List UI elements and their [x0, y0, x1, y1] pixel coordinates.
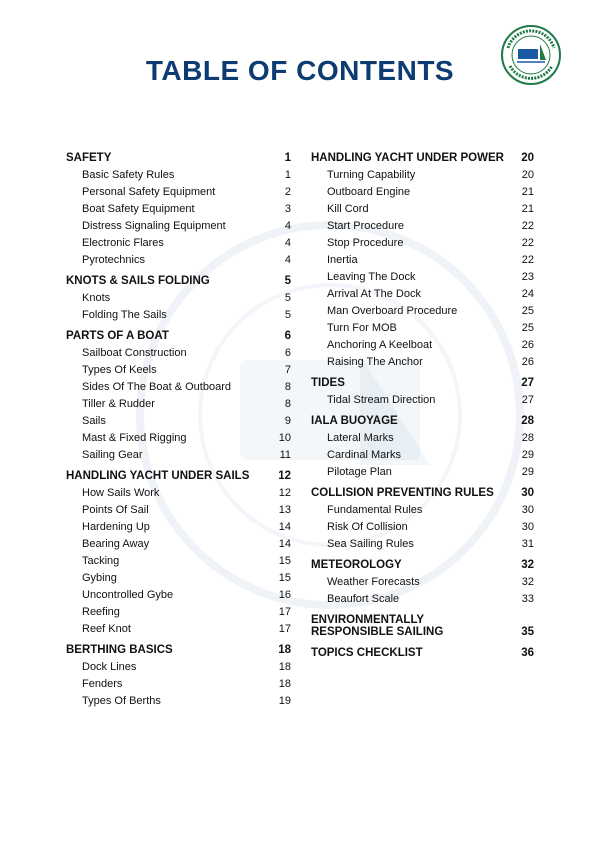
toc-page-number: 16: [278, 589, 291, 601]
toc-page-number: 6: [284, 347, 291, 359]
toc-page-number: 30: [521, 521, 534, 533]
toc-entry-stop-procedure[interactable]: [311, 235, 534, 252]
toc-entry-label: METEOROLOGY: [311, 559, 402, 571]
toc-entry-reef-knot[interactable]: [66, 621, 291, 638]
toc-page-number: 20: [521, 152, 534, 164]
toc-page-number: 26: [521, 339, 534, 351]
toc-page-number: 27: [521, 394, 534, 406]
toc-page-number: 4: [284, 254, 291, 266]
toc-entry-kill-cord[interactable]: [311, 201, 534, 218]
toc-entry-start-procedure[interactable]: [311, 218, 534, 235]
toc-entry-label: BERTHING BASICS: [66, 644, 173, 656]
toc-page-number: 29: [521, 466, 534, 478]
toc-entry-label: Inertia: [327, 254, 358, 266]
toc-page-number: 23: [521, 271, 534, 283]
toc-entry-label: Distress Signaling Equipment: [82, 220, 226, 232]
toc-entry-label: How Sails Work: [82, 487, 160, 499]
toc-page-number: 8: [284, 398, 291, 410]
toc-page-number: 1: [284, 169, 291, 181]
toc-section-parts-of-a-boat[interactable]: [66, 328, 291, 345]
toc-section-safety[interactable]: [66, 150, 291, 167]
toc-page-number: 4: [284, 220, 291, 232]
toc-page-number: 5: [284, 275, 291, 287]
toc-entry-anchoring-a-keelboat[interactable]: [311, 337, 534, 354]
toc-page-number: 19: [278, 695, 291, 707]
toc-left-column: [66, 150, 291, 710]
toc-page-number: 10: [278, 432, 291, 444]
toc-entry-label: Start Procedure: [327, 220, 405, 232]
toc-page-number: 17: [278, 623, 291, 635]
toc-entry-label: Boat Safety Equipment: [82, 203, 195, 215]
toc-entry-label: Reefing: [82, 606, 120, 618]
toc-page-number: 12: [278, 470, 291, 482]
toc-page-number: 32: [521, 559, 534, 571]
toc-entry-label: Stop Procedure: [327, 237, 404, 249]
toc-entry-inertia[interactable]: [311, 252, 534, 269]
toc-entry-mast-and-fixed-rigging[interactable]: [66, 430, 291, 447]
toc-page-number: 35: [521, 626, 534, 638]
toc-page-number: 1: [284, 152, 291, 164]
toc-entry-how-sails-work[interactable]: [66, 485, 291, 502]
toc-page-number: 27: [521, 377, 534, 389]
toc-section-environmentally-responsible-sailing[interactable]: [311, 614, 534, 638]
toc-page-number: 2: [284, 186, 291, 198]
toc-entry-label: HANDLING YACHT UNDER SAILS: [66, 470, 250, 482]
toc-entry-boat-safety-equipment[interactable]: [66, 201, 291, 218]
toc-entry-dock-lines[interactable]: [66, 659, 291, 676]
toc-entry-reefing[interactable]: [66, 604, 291, 621]
toc-entry-label: Tiller & Rudder: [82, 398, 155, 410]
toc-section-meteorology[interactable]: [311, 557, 534, 574]
toc-page-number: 8: [284, 381, 291, 393]
toc-entry-label: Weather Forecasts: [327, 576, 420, 588]
toc-entry-tacking[interactable]: [66, 553, 291, 570]
toc-page-number: 28: [521, 432, 534, 444]
toc-section-collision-preventing-rules[interactable]: [311, 485, 534, 502]
toc-entry-label: Pilotage Plan: [327, 466, 392, 478]
toc-entry-types-of-keels[interactable]: [66, 362, 291, 379]
toc-section-berthing-basics[interactable]: [66, 642, 291, 659]
toc-entry-label: Tacking: [82, 555, 120, 567]
toc-page-number: 29: [521, 449, 534, 461]
toc-entry-fundamental-rules[interactable]: [311, 502, 534, 519]
issa-logo-icon: [500, 24, 562, 86]
toc-entry-label: PARTS OF A BOAT: [66, 330, 169, 342]
toc-section-iala-buoyage[interactable]: [311, 413, 534, 430]
toc-entry-outboard-engine[interactable]: [311, 184, 534, 201]
toc-page-number: 15: [278, 572, 291, 584]
toc-entry-label: Hardening Up: [82, 521, 150, 533]
toc-page-number: 28: [521, 415, 534, 427]
toc-entry-label: Outboard Engine: [327, 186, 411, 198]
toc-entry-raising-the-anchor[interactable]: [311, 354, 534, 371]
toc-entry-label: Sails: [82, 415, 106, 427]
toc-entry-label: Leaving The Dock: [327, 271, 416, 283]
toc-entry-label: Bearing Away: [82, 538, 150, 550]
toc-entry-points-of-sail[interactable]: [66, 502, 291, 519]
toc-entry-tiller-and-rudder[interactable]: [66, 396, 291, 413]
toc-entry-label: TOPICS CHECKLIST: [311, 647, 423, 659]
toc-entry-leaving-the-dock[interactable]: [311, 269, 534, 286]
toc-entry-turn-for-mob[interactable]: [311, 320, 534, 337]
toc-page-number: 30: [521, 504, 534, 516]
toc-page-number: 33: [521, 593, 534, 605]
toc-entry-sailboat-construction[interactable]: [66, 345, 291, 362]
toc-page-number: 36: [521, 647, 534, 659]
toc-page-number: 30: [521, 487, 534, 499]
toc-section-handling-yacht-under-power[interactable]: [311, 150, 534, 167]
toc-page-number: 21: [521, 203, 534, 215]
toc-entry-label: Reef Knot: [82, 623, 131, 635]
toc-entry-bearing-away[interactable]: [66, 536, 291, 553]
toc-page-number: 11: [279, 449, 291, 461]
toc-entry-label: Sea Sailing Rules: [327, 538, 414, 550]
toc-entry-label: Mast & Fixed Rigging: [82, 432, 187, 444]
toc-section-handling-yacht-under-sails[interactable]: [66, 468, 291, 485]
toc-page-number: 25: [521, 305, 534, 317]
toc-entry-label: Raising The Anchor: [327, 356, 423, 368]
toc-page-number: 5: [284, 292, 291, 304]
toc-entry-folding-the-sails[interactable]: [66, 307, 291, 324]
toc-entry-label: Sides Of The Boat & Outboard: [82, 381, 231, 393]
toc-page-number: 31: [521, 538, 534, 550]
toc-page-number: 12: [278, 487, 291, 499]
toc-entry-personal-safety-equipment[interactable]: [66, 184, 291, 201]
toc-entry-lateral-marks[interactable]: [311, 430, 534, 447]
toc-page-number: 22: [521, 220, 534, 232]
toc-page-number: 32: [521, 576, 534, 588]
page-title: TABLE OF CONTENTS: [145, 54, 455, 86]
toc-entry-arrival-at-the-dock[interactable]: [311, 286, 534, 303]
toc-entry-electronic-flares[interactable]: [66, 235, 291, 252]
toc-entry-label: TIDES: [311, 377, 345, 389]
toc-entry-label: Sailing Gear: [82, 449, 143, 461]
toc-entry-sailing-gear[interactable]: [66, 447, 291, 464]
toc-page-number: 6: [284, 330, 291, 342]
toc-page-number: 25: [521, 322, 534, 334]
toc-entry-label: HANDLING YACHT UNDER POWER: [311, 152, 504, 164]
toc-entry-label: Cardinal Marks: [327, 449, 401, 461]
toc-page-number: 22: [521, 254, 534, 266]
toc-entry-man-overboard-procedure[interactable]: [311, 303, 534, 320]
toc-page-number: 18: [278, 661, 291, 673]
toc-page-number: 21: [521, 186, 534, 198]
toc-page-number: 4: [284, 237, 291, 249]
toc-entry-sails[interactable]: [66, 413, 291, 430]
toc-entry-label: Kill Cord: [327, 203, 369, 215]
toc-entry-label: Knots: [82, 292, 111, 304]
toc-page-number: 3: [284, 203, 291, 215]
toc-entry-label: Turn For MOB: [327, 322, 397, 334]
toc-page-number: 20: [521, 169, 534, 181]
toc-entry-knots[interactable]: [66, 290, 291, 307]
toc-page-number: 26: [521, 356, 534, 368]
toc-entry-label: Man Overboard Procedure: [327, 305, 458, 317]
toc-entry-tidal-stream-direction[interactable]: [311, 392, 534, 409]
toc-entry-label: COLLISION PREVENTING RULES: [311, 487, 494, 499]
toc-entry-gybing[interactable]: [66, 570, 291, 587]
section-gap: [311, 608, 534, 612]
toc-entry-label: Electronic Flares: [82, 237, 164, 249]
toc-entry-cardinal-marks[interactable]: [311, 447, 534, 464]
toc-entry-hardening-up[interactable]: [66, 519, 291, 536]
toc-entry-label: Sailboat Construction: [82, 347, 187, 359]
toc-page-number: 9: [284, 415, 291, 427]
toc-entry-label: Types Of Berths: [82, 695, 161, 707]
toc-entry-pilotage-plan[interactable]: [311, 464, 534, 481]
toc-entry-label: Tidal Stream Direction: [327, 394, 436, 406]
toc-section-tides[interactable]: [311, 375, 534, 392]
toc-entry-label: Lateral Marks: [327, 432, 394, 444]
toc-entry-basic-safety-rules[interactable]: [66, 167, 291, 184]
toc-page-number: 17: [278, 606, 291, 618]
toc-right-column: [311, 150, 534, 662]
toc-entry-label: Basic Safety Rules: [82, 169, 175, 181]
toc-entry-label: Uncontrolled Gybe: [82, 589, 174, 601]
toc-entry-label: IALA BUOYAGE: [311, 415, 398, 427]
toc-entry-label: Gybing: [82, 572, 117, 584]
toc-page-number: 13: [278, 504, 291, 516]
toc-entry-distress-signaling-equipment[interactable]: [66, 218, 291, 235]
toc-section-topics-checklist[interactable]: [311, 645, 534, 662]
toc-entry-label: Personal Safety Equipment: [82, 186, 216, 198]
toc-entry-risk-of-collision[interactable]: [311, 519, 534, 536]
toc-entry-label: SAFETY: [66, 152, 112, 164]
toc-entry-weather-forecasts[interactable]: [311, 574, 534, 591]
toc-entry-sea-sailing-rules[interactable]: [311, 536, 534, 553]
toc-entry-pyrotechnics[interactable]: [66, 252, 291, 269]
toc-entry-label: Types Of Keels: [82, 364, 157, 376]
toc-page-number: 22: [521, 237, 534, 249]
toc-entry-label: Fundamental Rules: [327, 504, 423, 516]
toc-entry-sides-of-the-boat-and-outboard[interactable]: [66, 379, 291, 396]
toc-entry-label: Arrival At The Dock: [327, 288, 421, 300]
toc-entry-label: Turning Capability: [327, 169, 416, 181]
toc-page-number: 14: [278, 521, 291, 533]
toc-entry-beaufort-scale[interactable]: [311, 591, 534, 608]
toc-entry-fenders[interactable]: [66, 676, 291, 693]
toc-entry-label: Folding The Sails: [82, 309, 167, 321]
toc-page-number: 5: [284, 309, 291, 321]
toc-entry-uncontrolled-gybe[interactable]: [66, 587, 291, 604]
toc-page-number: 18: [278, 644, 291, 656]
toc-entry-label: Points Of Sail: [82, 504, 149, 516]
toc-page-number: 14: [278, 538, 291, 550]
toc-entry-label: Beaufort Scale: [327, 593, 400, 605]
toc-entry-label: Risk Of Collision: [327, 521, 408, 533]
toc-entry-label: Fenders: [82, 678, 123, 690]
toc-page-number: 7: [284, 364, 291, 376]
toc-page-number: 18: [278, 678, 291, 690]
toc-entry-label: Anchoring A Keelboat: [327, 339, 433, 351]
toc-entry-label: Dock Lines: [82, 661, 137, 673]
toc-entry-types-of-berths[interactable]: [66, 693, 291, 710]
toc-entry-turning-capability[interactable]: [311, 167, 534, 184]
toc-entry-label: Pyrotechnics: [82, 254, 145, 266]
toc-page-number: 24: [521, 288, 534, 300]
toc-entry-label: KNOTS & SAILS FOLDING: [66, 275, 210, 287]
toc-entry-label: ENVIRONMENTALLY RESPONSIBLE SAILING: [311, 614, 444, 638]
toc-section-knots-and-sails-folding[interactable]: [66, 273, 291, 290]
toc-page-number: 15: [278, 555, 291, 567]
